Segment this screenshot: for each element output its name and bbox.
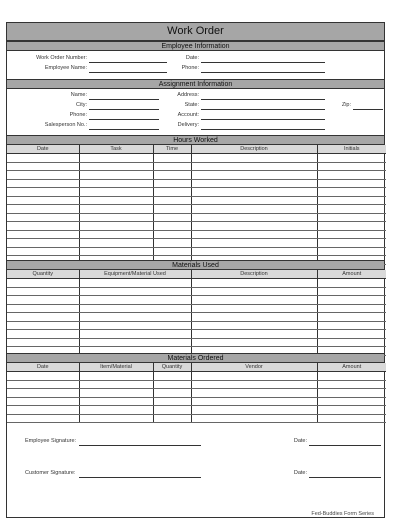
table-cell[interactable] xyxy=(191,372,317,381)
table-cell[interactable] xyxy=(317,372,386,381)
table-cell[interactable] xyxy=(79,397,153,406)
table-cell[interactable] xyxy=(317,414,386,423)
table-cell[interactable] xyxy=(317,397,386,406)
table-cell[interactable] xyxy=(79,171,153,180)
table-cell[interactable] xyxy=(79,154,153,163)
table-cell[interactable] xyxy=(317,196,386,205)
column-header: Description xyxy=(191,270,317,279)
work-order-number-label: Work Order Number: xyxy=(36,55,87,61)
table-cell[interactable] xyxy=(317,171,386,180)
table-cell[interactable] xyxy=(79,389,153,398)
table-row xyxy=(7,171,386,180)
zip-field[interactable] xyxy=(353,109,383,110)
table-row xyxy=(7,213,386,222)
table-cell[interactable] xyxy=(79,338,191,347)
table-cell[interactable] xyxy=(191,279,317,288)
employee-date-label: Date: xyxy=(185,55,199,61)
employee-signature-date-field[interactable] xyxy=(309,445,381,446)
table-row xyxy=(7,279,386,288)
table-cell[interactable] xyxy=(79,196,153,205)
table-cell[interactable] xyxy=(7,313,79,322)
table-row xyxy=(7,397,386,406)
table-cell[interactable] xyxy=(191,188,317,197)
table-cell[interactable] xyxy=(191,380,317,389)
table-cell[interactable] xyxy=(79,188,153,197)
table-cell[interactable] xyxy=(7,406,79,415)
table-cell[interactable] xyxy=(7,230,79,239)
table-cell[interactable] xyxy=(317,321,386,330)
table-cell[interactable] xyxy=(7,372,79,381)
table-cell[interactable] xyxy=(7,205,79,214)
table-cell[interactable] xyxy=(7,338,79,347)
employee-date-field[interactable] xyxy=(201,62,325,63)
table-cell[interactable] xyxy=(7,397,79,406)
table-cell[interactable] xyxy=(191,321,317,330)
table-cell[interactable] xyxy=(317,380,386,389)
materials-ordered-table xyxy=(7,363,386,423)
table-cell[interactable] xyxy=(79,304,191,313)
table-cell[interactable] xyxy=(153,380,191,389)
table-cell[interactable] xyxy=(317,279,386,288)
table-cell[interactable] xyxy=(153,205,191,214)
table-cell[interactable] xyxy=(7,279,79,288)
table-row xyxy=(7,406,386,415)
table-cell[interactable] xyxy=(191,205,317,214)
table-cell[interactable] xyxy=(79,205,153,214)
table-cell[interactable] xyxy=(79,239,153,248)
employee-signature-date-label: Date: xyxy=(293,438,307,444)
assignment-phone-label: Phone: xyxy=(69,112,87,118)
table-cell[interactable] xyxy=(79,287,191,296)
table-cell[interactable] xyxy=(79,247,153,256)
table-cell[interactable] xyxy=(191,397,317,406)
table-cell[interactable] xyxy=(7,380,79,389)
table-cell[interactable] xyxy=(153,179,191,188)
table-cell[interactable] xyxy=(153,196,191,205)
table-cell[interactable] xyxy=(191,330,317,339)
table-cell[interactable] xyxy=(317,296,386,305)
table-cell[interactable] xyxy=(191,239,317,248)
assignment-city-label: City: xyxy=(76,102,87,108)
table-cell[interactable] xyxy=(317,230,386,239)
table-cell[interactable] xyxy=(153,188,191,197)
section-materials-ordered: Materials Ordered xyxy=(7,353,384,363)
table-cell[interactable] xyxy=(79,279,191,288)
table-cell[interactable] xyxy=(317,239,386,248)
column-header: Quantity xyxy=(153,363,191,372)
table-cell[interactable] xyxy=(7,414,79,423)
table-cell[interactable] xyxy=(79,380,153,389)
table-cell[interactable] xyxy=(79,162,153,171)
table-cell[interactable] xyxy=(79,222,153,231)
table-cell[interactable] xyxy=(317,154,386,163)
column-header: Quantity xyxy=(7,270,79,279)
employee-name-field[interactable] xyxy=(89,72,167,73)
table-row xyxy=(7,380,386,389)
hours-worked-table xyxy=(7,145,386,265)
table-cell[interactable] xyxy=(79,313,191,322)
table-cell[interactable] xyxy=(191,154,317,163)
section-assignment-information: Assignment Information xyxy=(7,79,384,89)
table-cell[interactable] xyxy=(7,330,79,339)
table-row xyxy=(7,372,386,381)
table-cell[interactable] xyxy=(317,330,386,339)
table-cell[interactable] xyxy=(153,247,191,256)
column-header: Vendor xyxy=(191,363,317,372)
table-row xyxy=(7,247,386,256)
table-row xyxy=(7,179,386,188)
table-cell[interactable] xyxy=(153,154,191,163)
employee-name-label: Employee Name: xyxy=(44,65,87,71)
materials-used-table xyxy=(7,270,386,356)
column-header: Amount xyxy=(317,270,386,279)
table-cell[interactable] xyxy=(317,247,386,256)
account-label: Account: xyxy=(177,112,199,118)
column-header: Task xyxy=(79,145,153,154)
table-cell[interactable] xyxy=(7,188,79,197)
table-cell[interactable] xyxy=(153,222,191,231)
assignment-phone-field[interactable] xyxy=(89,119,159,120)
table-row xyxy=(7,154,386,163)
table-cell[interactable] xyxy=(79,330,191,339)
table-row xyxy=(7,162,386,171)
table-cell[interactable] xyxy=(153,397,191,406)
customer-signature-label: Customer Signature: xyxy=(25,470,76,476)
table-cell[interactable] xyxy=(317,287,386,296)
table-cell[interactable] xyxy=(191,247,317,256)
table-cell[interactable] xyxy=(317,304,386,313)
assignment-name-label: Name: xyxy=(70,92,87,98)
employee-signature-label: Employee Signature: xyxy=(25,438,77,444)
table-row xyxy=(7,330,386,339)
table-cell[interactable] xyxy=(191,313,317,322)
table-cell[interactable] xyxy=(317,406,386,415)
table-cell[interactable] xyxy=(7,287,79,296)
table-cell[interactable] xyxy=(79,296,191,305)
table-cell[interactable] xyxy=(153,389,191,398)
table-cell[interactable] xyxy=(7,247,79,256)
table-cell[interactable] xyxy=(79,179,153,188)
table-cell[interactable] xyxy=(153,406,191,415)
table-cell[interactable] xyxy=(191,196,317,205)
state-field[interactable] xyxy=(201,109,325,110)
table-cell[interactable] xyxy=(191,230,317,239)
section-hours-worked: Hours Worked xyxy=(7,135,384,145)
table-cell[interactable] xyxy=(79,414,153,423)
column-header: Date xyxy=(7,145,79,154)
table-row xyxy=(7,222,386,231)
table-cell[interactable] xyxy=(317,222,386,231)
column-header: Amount xyxy=(317,363,386,372)
delivery-field[interactable] xyxy=(201,129,325,130)
table-cell[interactable] xyxy=(7,196,79,205)
table-cell[interactable] xyxy=(191,296,317,305)
table-cell[interactable] xyxy=(153,239,191,248)
table-row xyxy=(7,304,386,313)
table-cell[interactable] xyxy=(7,239,79,248)
table-cell[interactable] xyxy=(191,304,317,313)
employee-phone-field[interactable] xyxy=(201,72,325,73)
table-cell[interactable] xyxy=(7,162,79,171)
table-cell[interactable] xyxy=(153,171,191,180)
table-cell[interactable] xyxy=(317,213,386,222)
table-cell[interactable] xyxy=(317,188,386,197)
table-cell[interactable] xyxy=(79,321,191,330)
table-cell[interactable] xyxy=(7,389,79,398)
table-cell[interactable] xyxy=(191,222,317,231)
work-order-form xyxy=(6,22,385,518)
assignment-city-field[interactable] xyxy=(89,109,159,110)
table-cell[interactable] xyxy=(317,313,386,322)
table-cell[interactable] xyxy=(7,304,79,313)
table-cell[interactable] xyxy=(7,296,79,305)
table-row xyxy=(7,313,386,322)
section-employee-information: Employee Information xyxy=(7,41,384,51)
account-field[interactable] xyxy=(201,119,325,120)
table-cell[interactable] xyxy=(191,171,317,180)
table-cell[interactable] xyxy=(7,321,79,330)
table-cell[interactable] xyxy=(317,338,386,347)
column-header: Description xyxy=(191,145,317,154)
table-row xyxy=(7,205,386,214)
table-cell[interactable] xyxy=(79,213,153,222)
table-cell[interactable] xyxy=(153,372,191,381)
delivery-label: Delivery: xyxy=(177,122,199,128)
table-cell[interactable] xyxy=(191,389,317,398)
table-row xyxy=(7,196,386,205)
table-cell[interactable] xyxy=(191,414,317,423)
table-cell[interactable] xyxy=(153,213,191,222)
customer-signature-date-label: Date: xyxy=(293,470,307,476)
table-row xyxy=(7,414,386,423)
footer-note: Fed-Buddies Form Series xyxy=(311,511,374,517)
column-header: Equipment/Material Used xyxy=(79,270,191,279)
table-cell[interactable] xyxy=(79,372,153,381)
table-cell[interactable] xyxy=(153,414,191,423)
table-cell[interactable] xyxy=(7,171,79,180)
table-cell[interactable] xyxy=(7,213,79,222)
column-header: Item/Material xyxy=(79,363,153,372)
table-cell[interactable] xyxy=(317,162,386,171)
table-cell[interactable] xyxy=(7,179,79,188)
customer-signature-field[interactable] xyxy=(79,477,201,478)
table-cell[interactable] xyxy=(191,213,317,222)
table-row xyxy=(7,321,386,330)
employee-signature-field[interactable] xyxy=(79,445,201,446)
table-row xyxy=(7,287,386,296)
salesperson-field[interactable] xyxy=(89,129,159,130)
table-row xyxy=(7,188,386,197)
table-cell[interactable] xyxy=(7,222,79,231)
table-row xyxy=(7,239,386,248)
column-header: Time xyxy=(153,145,191,154)
assignment-name-field[interactable] xyxy=(89,99,159,100)
column-header: Initials xyxy=(317,145,386,154)
salesperson-label: Salesperson No.: xyxy=(44,122,87,128)
table-cell[interactable] xyxy=(153,162,191,171)
table-cell[interactable] xyxy=(191,287,317,296)
table-cell[interactable] xyxy=(153,230,191,239)
table-row xyxy=(7,389,386,398)
table-row xyxy=(7,338,386,347)
address-field[interactable] xyxy=(201,99,325,100)
work-order-number-field[interactable] xyxy=(89,62,167,63)
column-header: Date xyxy=(7,363,79,372)
table-cell[interactable] xyxy=(317,389,386,398)
zip-label: Zip: xyxy=(341,102,351,108)
table-cell[interactable] xyxy=(191,179,317,188)
table-cell[interactable] xyxy=(191,406,317,415)
table-row xyxy=(7,296,386,305)
section-materials-used: Materials Used xyxy=(7,260,384,270)
table-row xyxy=(7,230,386,239)
table-cell[interactable] xyxy=(317,205,386,214)
table-cell[interactable] xyxy=(79,230,153,239)
employee-phone-label: Phone: xyxy=(181,65,199,71)
form-title: Work Order xyxy=(7,23,384,41)
table-cell[interactable] xyxy=(317,179,386,188)
address-label: Address: xyxy=(177,92,199,98)
table-cell[interactable] xyxy=(191,162,317,171)
table-cell[interactable] xyxy=(7,154,79,163)
state-label: State: xyxy=(184,102,199,108)
table-cell[interactable] xyxy=(79,406,153,415)
customer-signature-date-field[interactable] xyxy=(309,477,381,478)
table-cell[interactable] xyxy=(191,338,317,347)
